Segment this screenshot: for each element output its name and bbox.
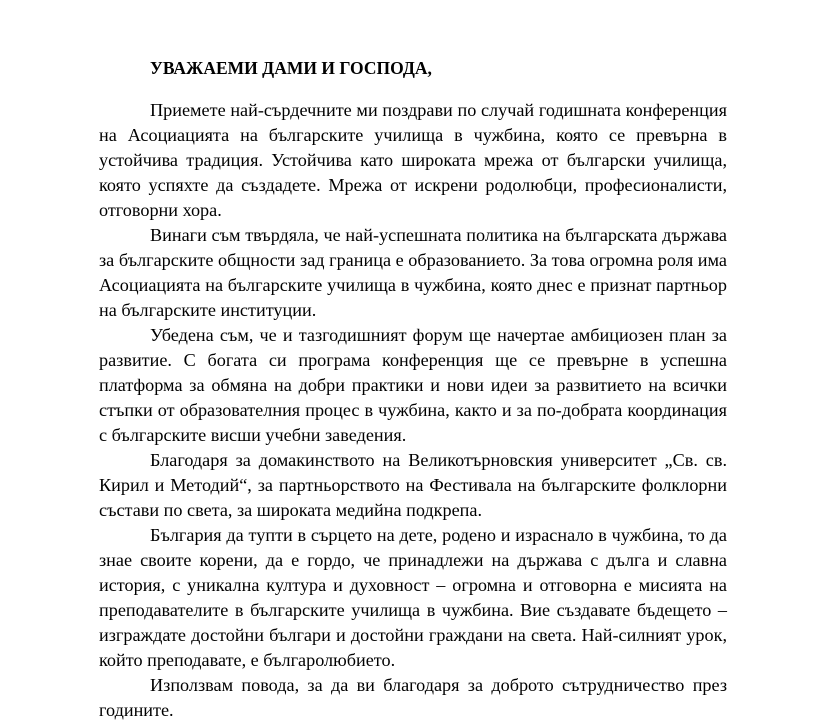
paragraph-closing-thanks: Използвам повода, за да ви благодаря за доброто сътрудничество през годините.: [99, 675, 727, 720]
paragraph-education-policy: Винаги съм твърдяла, че най-успешната политика на българската държава за българските общности зад граница е образованието. За това огромна роля има Асоциацията на българските училища в чужбина, която днес е признат партньор на българските институции.: [99, 225, 727, 320]
paragraph-thanks-hosts: Благодаря за домакинството на Великотърновския университет „Св. св. Кирил и Методий“, за партньорството на Фестивала на българските фолклорни състави по света, за широката медийна подкрепа.: [99, 450, 727, 520]
letter-body: [99, 98, 727, 723]
paragraph-mission: България да тупти в сърцето на дете, родено и израснало в чужбина, то да знае своите корени, да е гордо, че принадлежи на държава с дълга и славна история, с уникална култура и духовност – огромна и отговорна е мисията на преподавателите в българските училища в чужбина. Вие създавате бъдещето – изграждате достойни българи и достойни граждани на света. Най-силният урок, който преподавате, е българолюбието.: [99, 525, 727, 670]
paragraph-forum-plan: Убедена съм, че и тазгодишният форум ще начертае амбициозен план за развитие. С богата си програма конференция ще се превърне в успешна платформа за обмяна на добри практики и нови идеи за развитието на всички стъпки от образователния процес в чужбина, както и за по-добрата координация с българските висши учебни заведения.: [99, 325, 727, 445]
paragraph-greetings: Приемете най-сърдечните ми поздрави по случай годишната конференция на Асоциацията на българските училища в чужбина, която се превърна в устойчива традиция. Устойчива като широката мрежа от български училища, която успяхте да създадете. Мрежа от искрени родолюбци, професионалисти, отговорни хора.: [99, 100, 727, 220]
salutation-heading: УВАЖАЕМИ ДАМИ И ГОСПОДА,: [150, 58, 432, 78]
